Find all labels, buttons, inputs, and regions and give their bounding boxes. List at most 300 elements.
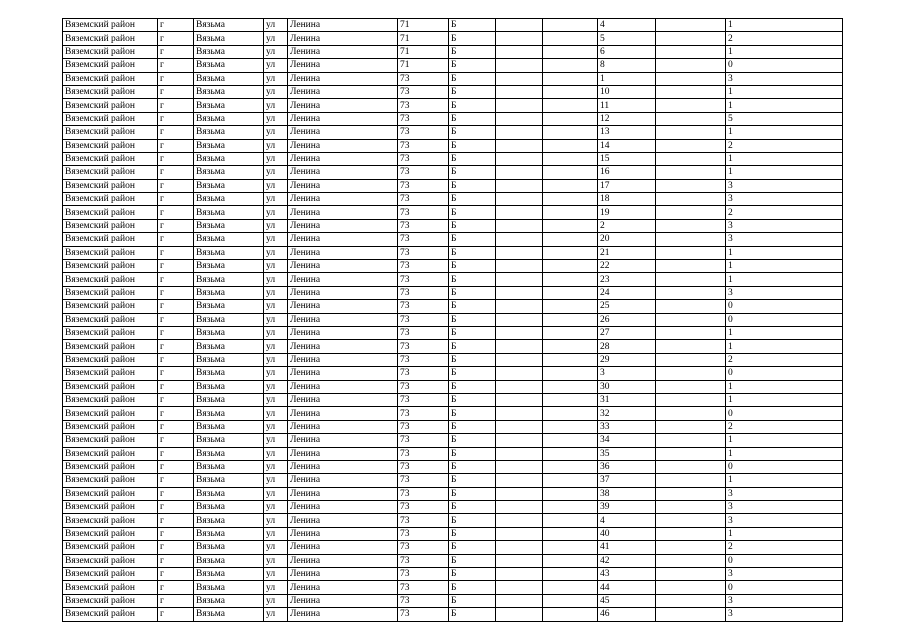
cell-house-number: 73 (398, 166, 449, 179)
cell-city: Вязьма (194, 447, 264, 460)
cell-building-letter: Б (449, 554, 496, 567)
cell-empty-col-a (496, 434, 543, 447)
table-row (63, 353, 843, 366)
cell-empty-col-a (496, 193, 543, 206)
cell-street: Ленина (288, 32, 398, 45)
cell-settlement-type: г (158, 45, 194, 58)
cell-apartment: 11 (598, 99, 656, 112)
cell-apartment: 29 (598, 353, 656, 366)
cell-street-type: ул (264, 434, 288, 447)
cell-count: 3 (726, 233, 843, 246)
cell-district: Вяземский район (63, 85, 158, 98)
table-row (63, 420, 843, 433)
cell-street: Ленина (288, 206, 398, 219)
cell-empty-col-c (656, 206, 726, 219)
cell-district: Вяземский район (63, 420, 158, 433)
cell-empty-col-b (543, 45, 598, 58)
cell-empty-col-a (496, 393, 543, 406)
cell-street-type: ул (264, 393, 288, 406)
cell-count: 1 (726, 45, 843, 58)
cell-empty-col-c (656, 139, 726, 152)
table-row (63, 474, 843, 487)
cell-building-letter: Б (449, 340, 496, 353)
cell-empty-col-a (496, 166, 543, 179)
cell-street-type: ул (264, 45, 288, 58)
cell-street: Ленина (288, 313, 398, 326)
cell-settlement-type: г (158, 139, 194, 152)
table-row (63, 219, 843, 232)
cell-house-number: 73 (398, 233, 449, 246)
cell-district: Вяземский район (63, 233, 158, 246)
cell-street-type: ул (264, 286, 288, 299)
cell-empty-col-b (543, 72, 598, 85)
cell-street-type: ул (264, 608, 288, 621)
cell-apartment: 43 (598, 568, 656, 581)
cell-apartment: 44 (598, 581, 656, 594)
cell-settlement-type: г (158, 501, 194, 514)
cell-apartment: 22 (598, 260, 656, 273)
cell-house-number: 73 (398, 514, 449, 527)
cell-apartment: 19 (598, 206, 656, 219)
cell-street-type: ул (264, 581, 288, 594)
cell-empty-col-a (496, 112, 543, 125)
cell-empty-col-c (656, 193, 726, 206)
cell-district: Вяземский район (63, 19, 158, 32)
cell-building-letter: Б (449, 72, 496, 85)
cell-empty-col-b (543, 501, 598, 514)
cell-apartment: 40 (598, 527, 656, 540)
cell-street-type: ул (264, 126, 288, 139)
cell-empty-col-a (496, 32, 543, 45)
cell-street: Ленина (288, 434, 398, 447)
cell-building-letter: Б (449, 326, 496, 339)
cell-building-letter: Б (449, 59, 496, 72)
table-row (63, 514, 843, 527)
cell-street-type: ул (264, 300, 288, 313)
cell-empty-col-b (543, 85, 598, 98)
cell-empty-col-a (496, 85, 543, 98)
cell-street-type: ул (264, 501, 288, 514)
cell-empty-col-a (496, 474, 543, 487)
cell-empty-col-c (656, 501, 726, 514)
cell-street: Ленина (288, 246, 398, 259)
cell-empty-col-c (656, 260, 726, 273)
table-row (63, 340, 843, 353)
table-row (63, 32, 843, 45)
cell-district: Вяземский район (63, 273, 158, 286)
cell-apartment: 31 (598, 393, 656, 406)
cell-house-number: 73 (398, 152, 449, 165)
cell-city: Вязьма (194, 501, 264, 514)
cell-empty-col-b (543, 193, 598, 206)
cell-house-number: 73 (398, 367, 449, 380)
cell-street: Ленина (288, 460, 398, 473)
cell-empty-col-a (496, 139, 543, 152)
cell-empty-col-c (656, 99, 726, 112)
cell-city: Вязьма (194, 99, 264, 112)
cell-city: Вязьма (194, 152, 264, 165)
cell-empty-col-b (543, 594, 598, 607)
cell-count: 1 (726, 380, 843, 393)
cell-building-letter: Б (449, 434, 496, 447)
cell-count: 3 (726, 514, 843, 527)
cell-street-type: ул (264, 32, 288, 45)
table-row (63, 367, 843, 380)
cell-empty-col-a (496, 313, 543, 326)
cell-street-type: ул (264, 527, 288, 540)
cell-empty-col-b (543, 139, 598, 152)
cell-apartment: 6 (598, 45, 656, 58)
cell-apartment: 41 (598, 541, 656, 554)
cell-city: Вязьма (194, 246, 264, 259)
cell-street: Ленина (288, 45, 398, 58)
table-row (63, 152, 843, 165)
cell-count: 1 (726, 166, 843, 179)
cell-district: Вяземский район (63, 326, 158, 339)
cell-empty-col-a (496, 45, 543, 58)
cell-empty-col-b (543, 59, 598, 72)
cell-district: Вяземский район (63, 393, 158, 406)
cell-empty-col-b (543, 474, 598, 487)
cell-count: 2 (726, 353, 843, 366)
cell-empty-col-a (496, 326, 543, 339)
cell-house-number: 73 (398, 286, 449, 299)
cell-empty-col-a (496, 501, 543, 514)
cell-apartment: 45 (598, 594, 656, 607)
cell-street-type: ул (264, 541, 288, 554)
cell-settlement-type: г (158, 193, 194, 206)
cell-count: 0 (726, 367, 843, 380)
table-row (63, 527, 843, 540)
cell-empty-col-b (543, 514, 598, 527)
cell-empty-col-b (543, 286, 598, 299)
cell-settlement-type: г (158, 19, 194, 32)
cell-street-type: ул (264, 206, 288, 219)
cell-settlement-type: г (158, 487, 194, 500)
cell-district: Вяземский район (63, 608, 158, 621)
cell-empty-col-b (543, 353, 598, 366)
cell-empty-col-a (496, 246, 543, 259)
table-row (63, 139, 843, 152)
cell-city: Вязьма (194, 166, 264, 179)
cell-empty-col-a (496, 487, 543, 500)
cell-empty-col-b (543, 420, 598, 433)
cell-city: Вязьма (194, 393, 264, 406)
cell-district: Вяземский район (63, 474, 158, 487)
cell-district: Вяземский район (63, 112, 158, 125)
cell-count: 2 (726, 420, 843, 433)
table-row (63, 206, 843, 219)
cell-street: Ленина (288, 85, 398, 98)
cell-house-number: 73 (398, 112, 449, 125)
cell-building-letter: Б (449, 300, 496, 313)
cell-building-letter: Б (449, 380, 496, 393)
cell-street-type: ул (264, 568, 288, 581)
cell-empty-col-b (543, 219, 598, 232)
cell-apartment: 37 (598, 474, 656, 487)
cell-house-number: 73 (398, 99, 449, 112)
cell-street: Ленина (288, 407, 398, 420)
cell-district: Вяземский район (63, 179, 158, 192)
cell-street: Ленина (288, 447, 398, 460)
cell-count: 1 (726, 340, 843, 353)
cell-street-type: ул (264, 353, 288, 366)
cell-empty-col-b (543, 326, 598, 339)
cell-empty-col-c (656, 487, 726, 500)
cell-empty-col-a (496, 286, 543, 299)
cell-street: Ленина (288, 260, 398, 273)
cell-street: Ленина (288, 340, 398, 353)
cell-empty-col-b (543, 99, 598, 112)
table-row (63, 434, 843, 447)
cell-count: 1 (726, 246, 843, 259)
cell-district: Вяземский район (63, 152, 158, 165)
cell-empty-col-a (496, 72, 543, 85)
table-row (63, 581, 843, 594)
table-row (63, 487, 843, 500)
table-row (63, 541, 843, 554)
cell-street: Ленина (288, 514, 398, 527)
cell-apartment: 33 (598, 420, 656, 433)
cell-street-type: ул (264, 260, 288, 273)
cell-district: Вяземский район (63, 541, 158, 554)
cell-count: 1 (726, 85, 843, 98)
cell-street: Ленина (288, 59, 398, 72)
cell-apartment: 38 (598, 487, 656, 500)
cell-empty-col-c (656, 393, 726, 406)
cell-city: Вязьма (194, 487, 264, 500)
cell-apartment: 16 (598, 166, 656, 179)
cell-building-letter: Б (449, 286, 496, 299)
cell-district: Вяземский район (63, 501, 158, 514)
cell-city: Вязьма (194, 206, 264, 219)
cell-house-number: 73 (398, 85, 449, 98)
cell-building-letter: Б (449, 527, 496, 540)
cell-building-letter: Б (449, 233, 496, 246)
cell-city: Вязьма (194, 541, 264, 554)
cell-empty-col-b (543, 233, 598, 246)
cell-apartment: 20 (598, 233, 656, 246)
cell-empty-col-a (496, 126, 543, 139)
cell-empty-col-b (543, 260, 598, 273)
table-row (63, 59, 843, 72)
cell-street-type: ул (264, 193, 288, 206)
cell-house-number: 73 (398, 193, 449, 206)
cell-house-number: 73 (398, 527, 449, 540)
cell-street: Ленина (288, 126, 398, 139)
cell-street-type: ул (264, 487, 288, 500)
cell-count: 0 (726, 59, 843, 72)
cell-building-letter: Б (449, 166, 496, 179)
cell-city: Вязьма (194, 527, 264, 540)
cell-house-number: 73 (398, 541, 449, 554)
cell-building-letter: Б (449, 179, 496, 192)
cell-empty-col-a (496, 460, 543, 473)
cell-district: Вяземский район (63, 594, 158, 607)
cell-street: Ленина (288, 286, 398, 299)
cell-building-letter: Б (449, 568, 496, 581)
cell-empty-col-c (656, 59, 726, 72)
cell-empty-col-a (496, 581, 543, 594)
cell-count: 3 (726, 179, 843, 192)
cell-apartment: 1 (598, 72, 656, 85)
cell-building-letter: Б (449, 420, 496, 433)
cell-count: 3 (726, 568, 843, 581)
cell-city: Вязьма (194, 219, 264, 232)
cell-district: Вяземский район (63, 581, 158, 594)
table-row (63, 126, 843, 139)
cell-empty-col-a (496, 407, 543, 420)
table-row (63, 99, 843, 112)
cell-apartment: 39 (598, 501, 656, 514)
cell-house-number: 73 (398, 608, 449, 621)
cell-district: Вяземский район (63, 139, 158, 152)
cell-settlement-type: г (158, 99, 194, 112)
cell-building-letter: Б (449, 594, 496, 607)
cell-city: Вязьма (194, 139, 264, 152)
cell-city: Вязьма (194, 353, 264, 366)
cell-building-letter: Б (449, 32, 496, 45)
cell-building-letter: Б (449, 313, 496, 326)
cell-house-number: 73 (398, 219, 449, 232)
cell-city: Вязьма (194, 45, 264, 58)
cell-street: Ленина (288, 393, 398, 406)
cell-city: Вязьма (194, 59, 264, 72)
cell-empty-col-a (496, 59, 543, 72)
cell-street-type: ул (264, 273, 288, 286)
cell-settlement-type: г (158, 447, 194, 460)
cell-settlement-type: г (158, 273, 194, 286)
cell-house-number: 73 (398, 206, 449, 219)
cell-empty-col-b (543, 393, 598, 406)
cell-settlement-type: г (158, 434, 194, 447)
cell-street: Ленина (288, 527, 398, 540)
cell-count: 1 (726, 260, 843, 273)
cell-building-letter: Б (449, 501, 496, 514)
cell-settlement-type: г (158, 152, 194, 165)
cell-street: Ленина (288, 179, 398, 192)
cell-house-number: 71 (398, 45, 449, 58)
cell-street: Ленина (288, 193, 398, 206)
cell-settlement-type: г (158, 206, 194, 219)
cell-empty-col-c (656, 126, 726, 139)
table-row (63, 326, 843, 339)
cell-street-type: ул (264, 139, 288, 152)
cell-street: Ленина (288, 541, 398, 554)
cell-house-number: 73 (398, 407, 449, 420)
cell-settlement-type: г (158, 326, 194, 339)
cell-settlement-type: г (158, 85, 194, 98)
cell-city: Вязьма (194, 85, 264, 98)
cell-city: Вязьма (194, 193, 264, 206)
cell-count: 1 (726, 99, 843, 112)
cell-empty-col-c (656, 233, 726, 246)
cell-house-number: 73 (398, 474, 449, 487)
cell-city: Вязьма (194, 568, 264, 581)
cell-apartment: 18 (598, 193, 656, 206)
cell-empty-col-b (543, 206, 598, 219)
cell-apartment: 25 (598, 300, 656, 313)
cell-district: Вяземский район (63, 246, 158, 259)
cell-settlement-type: г (158, 166, 194, 179)
cell-house-number: 73 (398, 420, 449, 433)
cell-building-letter: Б (449, 112, 496, 125)
cell-settlement-type: г (158, 32, 194, 45)
cell-empty-col-c (656, 166, 726, 179)
table-row (63, 460, 843, 473)
cell-settlement-type: г (158, 219, 194, 232)
cell-street: Ленина (288, 273, 398, 286)
cell-city: Вязьма (194, 340, 264, 353)
cell-house-number: 73 (398, 393, 449, 406)
cell-count: 5 (726, 112, 843, 125)
cell-street-type: ул (264, 367, 288, 380)
cell-settlement-type: г (158, 72, 194, 85)
cell-count: 3 (726, 487, 843, 500)
cell-street: Ленина (288, 568, 398, 581)
cell-count: 1 (726, 326, 843, 339)
cell-count: 1 (726, 126, 843, 139)
cell-count: 3 (726, 286, 843, 299)
cell-district: Вяземский район (63, 367, 158, 380)
cell-settlement-type: г (158, 474, 194, 487)
cell-apartment: 28 (598, 340, 656, 353)
cell-house-number: 73 (398, 313, 449, 326)
cell-count: 1 (726, 273, 843, 286)
table-row (63, 193, 843, 206)
cell-empty-col-c (656, 447, 726, 460)
cell-district: Вяземский район (63, 487, 158, 500)
cell-street-type: ул (264, 166, 288, 179)
cell-apartment: 2 (598, 219, 656, 232)
cell-empty-col-b (543, 340, 598, 353)
cell-district: Вяземский район (63, 380, 158, 393)
cell-apartment: 10 (598, 85, 656, 98)
cell-empty-col-b (543, 112, 598, 125)
cell-street-type: ул (264, 219, 288, 232)
cell-street-type: ул (264, 246, 288, 259)
cell-street-type: ул (264, 594, 288, 607)
table-row (63, 380, 843, 393)
cell-district: Вяземский район (63, 434, 158, 447)
cell-empty-col-b (543, 300, 598, 313)
cell-settlement-type: г (158, 59, 194, 72)
cell-district: Вяземский район (63, 72, 158, 85)
cell-apartment: 27 (598, 326, 656, 339)
cell-empty-col-b (543, 313, 598, 326)
cell-apartment: 24 (598, 286, 656, 299)
cell-house-number: 73 (398, 568, 449, 581)
table-row (63, 447, 843, 460)
cell-apartment: 4 (598, 19, 656, 32)
cell-building-letter: Б (449, 260, 496, 273)
cell-empty-col-a (496, 179, 543, 192)
cell-building-letter: Б (449, 193, 496, 206)
cell-empty-col-a (496, 152, 543, 165)
cell-empty-col-b (543, 554, 598, 567)
cell-apartment: 3 (598, 367, 656, 380)
cell-building-letter: Б (449, 126, 496, 139)
cell-count: 2 (726, 206, 843, 219)
cell-city: Вязьма (194, 608, 264, 621)
cell-house-number: 73 (398, 353, 449, 366)
table-row (63, 554, 843, 567)
cell-city: Вязьма (194, 72, 264, 85)
cell-district: Вяземский район (63, 193, 158, 206)
cell-empty-col-c (656, 367, 726, 380)
cell-building-letter: Б (449, 206, 496, 219)
table-row (63, 313, 843, 326)
